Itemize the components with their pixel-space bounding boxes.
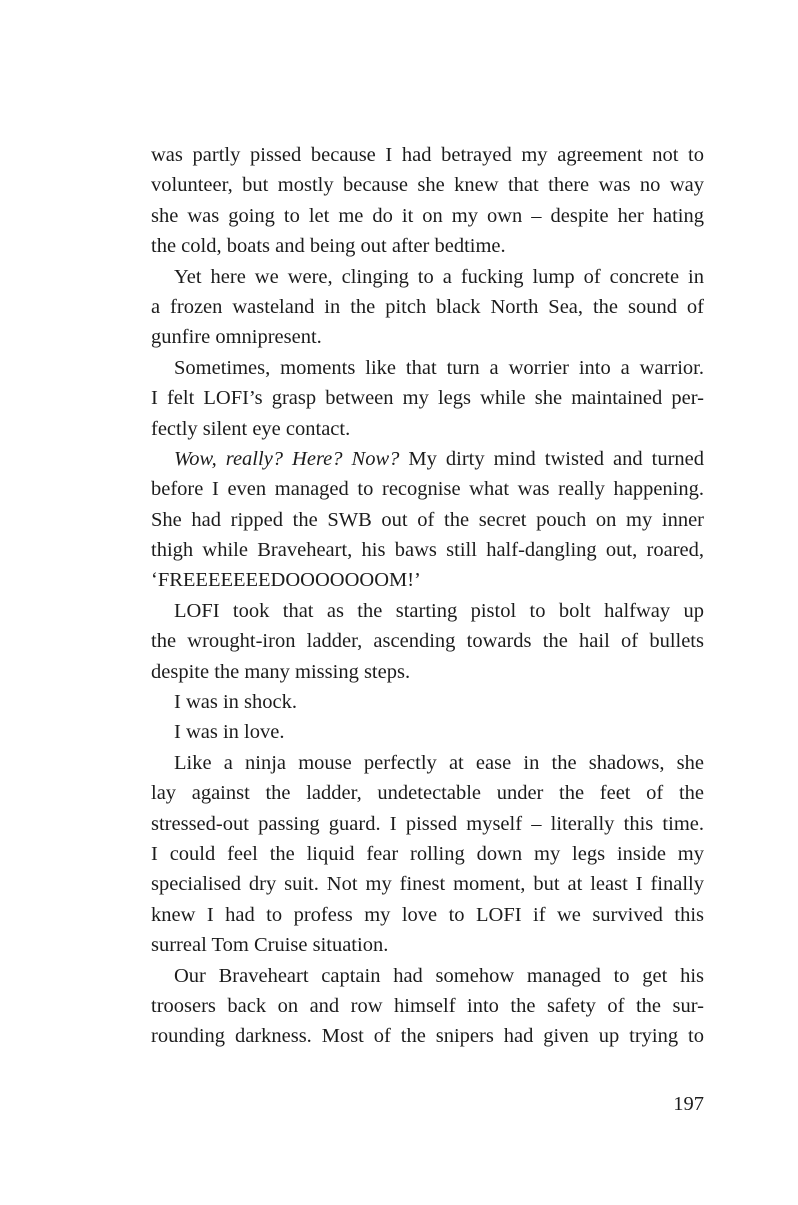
text-line: Sometimes, moments like that turn a worrier into a warrior. <box>174 356 704 379</box>
text-line: was partly pissed because I had betrayed my agreement not to <box>151 144 704 166</box>
text-line: rounding darkness. Most of the snipers had given up trying to <box>151 1025 704 1048</box>
text-line: knew I had to profess my love to LOFI if we survived this <box>151 903 704 926</box>
text-line: stressed-out passing guard. I pissed myself – literally this time. <box>151 812 704 835</box>
text-line: the wrought-iron ladder, ascending towards the hail of bullets <box>151 630 704 653</box>
body-text <box>151 140 704 1052</box>
text-line: a frozen wasteland in the pitch black North Sea, the sound of <box>151 295 704 318</box>
text-line: She had ripped the SWB out of the secret pouch on my inner <box>151 508 704 531</box>
text-line: gunfire omnipresent. <box>151 326 322 349</box>
text-line: I felt LOFI’s grasp between my legs while she maintained per- <box>151 387 704 410</box>
text-line: I was in shock. <box>174 691 297 714</box>
text-line: LOFI took that as the starting pistol to bolt halfway up <box>174 599 704 622</box>
text-line: troosers back on and row himself into the safety of the sur- <box>151 994 704 1017</box>
text-line <box>151 444 704 474</box>
page-number: 197 <box>673 1093 704 1115</box>
text-line: ‘FREEEEEEEDOOOOOOOM!’ <box>151 569 421 592</box>
text-line: lay against the ladder, undetectable under the feet of the <box>151 782 704 805</box>
text-line: specialised dry suit. Not my finest moment, but at least I finally <box>151 873 704 896</box>
text-line: volunteer, but mostly because she knew that there was no way <box>151 174 704 197</box>
text-line: surreal Tom Cruise situation. <box>151 934 389 957</box>
text-line: before I even managed to recognise what was really happening. <box>151 478 704 501</box>
text-line: Yet here we were, clinging to a fucking lump of concrete in <box>174 265 704 288</box>
text-line: I was in love. <box>174 721 285 744</box>
text-fragment: My dirty mind twisted and turned <box>408 447 705 470</box>
text-line: despite the many missing steps. <box>151 660 411 683</box>
text-line: Like a ninja mouse perfectly at ease in the shadows, she <box>174 751 704 774</box>
text-line: thigh while Braveheart, his baws still half-dangling out, roared, <box>151 539 704 562</box>
text-line: fectly silent eye contact. <box>151 417 351 440</box>
italic-lead: Wow, really? Here? Now? <box>174 447 400 470</box>
text-line: she was going to let me do it on my own – despite her hating <box>151 204 704 227</box>
text-line: the cold, boats and being out after bedtime. <box>151 235 506 258</box>
text-line: I could feel the liquid fear rolling down my legs inside my <box>151 842 704 865</box>
text-line: Our Braveheart captain had somehow managed to get his <box>174 964 704 987</box>
